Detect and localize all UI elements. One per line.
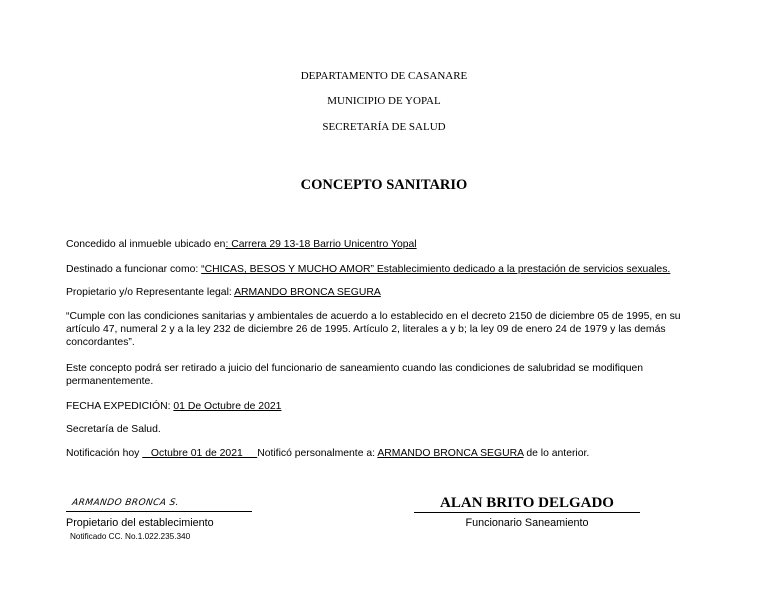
official-signature-line <box>414 512 640 513</box>
withdrawal-paragraph: Este concepto podrá ser retirado a juicio del funcionario de saneamiento cuando las condiciones de salubridad se modifiquen permanentemente. <box>66 363 644 387</box>
purpose-line <box>66 263 670 276</box>
notified-suffix: de lo anterior. <box>526 448 590 459</box>
notified-label: Notificó personalmente a: <box>257 448 376 459</box>
location-line <box>66 238 417 251</box>
notification-label: Notificación hoy <box>66 448 140 459</box>
owner-value: ARMANDO BRONCA SEGURA <box>234 287 381 298</box>
notified-name: ARMANDO BRONCA SEGURA <box>377 448 524 459</box>
municipality-heading: MUNICIPIO DE YOPAL <box>327 95 441 107</box>
location-value: : Carrera 29 13-18 Barrio Unicentro Yopal <box>225 239 417 250</box>
notification-date: Octubre 01 de 2021 <box>142 448 258 459</box>
secretariat-line: Secretaría de Salud. <box>66 424 161 435</box>
department-heading: DEPARTAMENTO DE CASANARE <box>300 70 468 82</box>
notification-line <box>66 447 589 460</box>
owner-id: Notificado CC. No.1.022.235.340 <box>70 532 191 541</box>
issue-date-value: 01 De Octubre de 2021 <box>173 401 282 412</box>
document-title: CONCEPTO SANITARIO <box>300 177 468 193</box>
owner-line <box>66 286 381 299</box>
owner-signature-line <box>66 511 252 512</box>
issue-date-line <box>66 400 281 413</box>
location-label: Concedido al inmueble ubicado en <box>66 239 226 250</box>
official-caption: Funcionario Saneamiento <box>465 517 589 529</box>
owner-label: Propietario y/o Representante legal: <box>66 287 232 298</box>
purpose-value: “CHICAS, BESOS Y MUCHO AMOR” Establecimiento dedicado a la prestación de servicios sexuales. <box>201 264 671 275</box>
secretariat-heading: SECRETARÍA DE SALUD <box>322 121 446 133</box>
purpose-label: Destinado a funcionar como: <box>66 264 199 275</box>
compliance-paragraph: “Cumple con las condiciones sanitarias y ambientales de acuerdo a lo establecido en el decreto 2150 de diciembre 05 de 1995, en su artículo 47, numeral 2 y a la ley 232 de diciembre 26 de 1995. Artículo 2, literales a y b; la ley 09 de enero 24 de 1979 y las demás concordantes”. <box>66 311 681 348</box>
official-name: ALAN BRITO DELGADO <box>440 495 614 511</box>
owner-signature: ARMANDO BRONCA S. <box>71 498 180 508</box>
issue-date-label: FECHA EXPEDICIÓN: <box>66 401 171 412</box>
owner-caption: Propietario del establecimiento <box>66 517 214 529</box>
